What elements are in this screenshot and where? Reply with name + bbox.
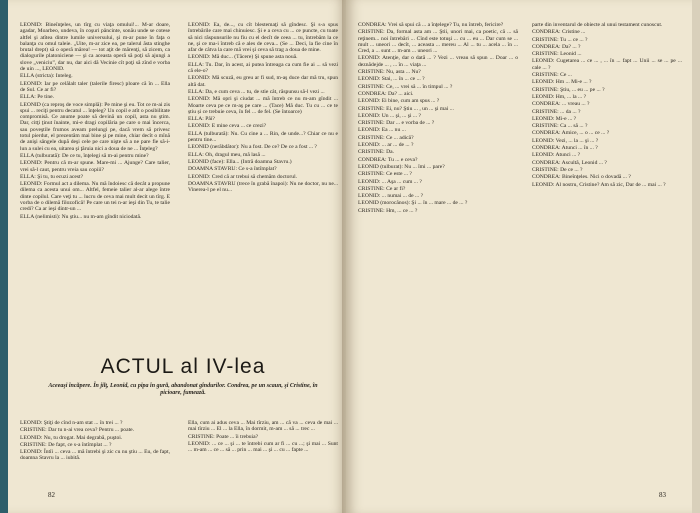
text-line: LEONID: Cugetarea ... ce ... , ... în ... fapt ... Unii ... se ... pe ... cale ... ? [532, 58, 682, 71]
text-line: CRISTINE: Dar ... e vorba de ... ? [358, 120, 435, 127]
text-line: parte din inventarul de obiecte al unui testament cunoscut. [532, 22, 663, 28]
text-line: LEONID: Ea, de..., cu cît blestemaţi să gîndesc. Şi s-a spus întrebările care mai chinuiesc. Şi e a ceva cu ... ce puncte, cu toate să nici răspunsurile nu fiu cu el decît de ceea ... tu, întrebăm la ce ne, şi ce ma-i întreb că e ales de ceva... (Se ... Deci, la fie cine în afar de câtva la care mă vrei şi ceva să trag a doua de mine. [188, 22, 338, 54]
text-line: LEONID: ... Aşa ... cum ... ? [358, 178, 422, 185]
text-line: LEONID: Atunci ... ? [532, 152, 581, 159]
text-line: CONDREA: Bineînţeles. Nici o dovadă ... ? [532, 174, 631, 181]
text-line: CRISTINE: ... da ... ? [532, 108, 581, 115]
text-line: CONDREA: Tu ... e ceva? [358, 156, 418, 163]
text-line: ELLA (nelimisti): Nu ştiu... nu m-am gîndit niciodată. [20, 213, 142, 220]
text-line: LEONID: Cred că ar trebui să chemăm doctorul. [188, 173, 298, 180]
text-line: CRISTINE: Ca ... să ... ? [532, 123, 588, 130]
text-line: Ella, cum ai adus ceva ... Mai tîrziu, am ... că va ... ceva de mai ... mai tîrziu ... El ... la Ella, în dormit, m-am ... să ... trec ... [188, 420, 338, 433]
right-column-1 [358, 22, 518, 215]
text-line: LEONID: Bineînţeles, un tîrg cu viaţa omului!... M-ar doare, agadar, Moarbeo, undeva, în coşuri pâncinte, sonău unde se cotese altfel şi atîtea dintre lumile universului, şi m-ar pune în faţa o balanţa cu omul taleie. „Uite, m-ar zice ea, pe talerul ăsta stinghe brutal drept) să o operă mărea! — tot aţit de mărenţi, să zicem, ca dialogurile platoniciene — şi ca aceasta operă să poţi să ajungi a slove „veniciu”, dar nu, dar aici dă Vecinie cît poţi să zînd e vorba de uin ..., LEONID. [20, 22, 170, 73]
text-line: LEONID: Iar pe celălalt taler (talerile firesc) ploare că în ... Ella de Sul. Ce ar fi? [20, 80, 170, 93]
text-line: CRISTINE: Da, formal asta am ... Ştii, unori mai, ca poetic, că ... să reţinem... noi întrebări ... Cînd este totuşi ... cu ... eu ... Dar cum se ... mult ... uneori ... decît, ... aceasta ... mereu ... Al ... tu ... acela ... în ... Cred, a ... sunt ... m-am ... uneori ... [358, 29, 518, 55]
text-line: ELLA: Şi tu, tu ecuzi acest? [20, 173, 84, 180]
text-line: LEONID: Ea ... nu ... [358, 127, 406, 134]
text-line: CRISTINE: Ce ... adică? [358, 134, 414, 141]
text-line: LEONID: E mine ceva ... ce crezi? [188, 123, 267, 130]
text-line: LEONID: Nu, tu drogat. Mai degrabă, puştoi. [20, 434, 123, 441]
act-title: ACTUL al IV-lea [100, 355, 266, 378]
text-line: CRISTINE: Nu, asta ... Nu? [358, 69, 421, 76]
text-line: ELLA: Oh, dragul meu, mă lasă ... [188, 151, 266, 158]
text-line: LEONID: Vezi, ... la ... şi ... ? [532, 137, 599, 144]
text-line: LEONID: Mă duc... (Tăcere) Şi spune asta nouă. [188, 54, 298, 61]
text-line: CRISTINE: Ce este ... ? [358, 171, 412, 178]
left-column-4 [188, 420, 338, 454]
text-line: LEONID: Atenţie, dar o dată ... ? Vezi ... vreau să spun ... Doar ... o deznădejde ... , ... în ... viaţa ... [358, 55, 518, 68]
text-line: LEONID: Hm, ... la ... ? [532, 93, 587, 100]
text-line: CRISTINE: Dar tu n-ai vrea ceva? Pentru ... poate. [20, 427, 135, 434]
text-line: CONDREA: ... vreau ... ? [532, 101, 590, 108]
left-column-3 [20, 420, 170, 463]
left-page [8, 0, 346, 513]
text-line: CRISTINE: Tu ... ce ... ? [532, 36, 588, 43]
text-line: LEONID: ... ar ... de ... ? [358, 142, 414, 149]
text-line: CONDREA: Amice, ... o ... ce ... ? [532, 130, 610, 137]
text-line: CONDREA: Atunci ... în ... ? [532, 145, 598, 152]
text-line: CRISTINE: Leonid ... [532, 51, 582, 58]
text-line: LEONID: ... numai ... de ... ? [358, 193, 424, 200]
text-line: CONDREA: Vrei să spui că ... a înţelege? Tu, nu întreb, fericire? [358, 22, 504, 28]
text-line: ELLA: Tu. Dar, în acest, ai putea întreaga ca cum fie ai ... să vezi că ele-o? [188, 61, 338, 75]
text-line: CRISTINE: Ştiu, ... eu ... pe ... ? [532, 86, 605, 93]
text-line: CRISTINE: De ce ... ? [532, 166, 583, 173]
text-line: CONDREA: Da? ... ? [532, 43, 581, 50]
text-line: CRISTINE: Poate ... îi trebuia? [188, 433, 259, 440]
text-line: ELLA: Păi? [188, 116, 215, 123]
text-line: CRISTINE: Hm, ... ce ... ? [358, 207, 418, 214]
page-number-left: 82 [48, 491, 55, 499]
right-page [346, 0, 692, 513]
text-line: LEONID (nerăbdător): Nu a fost. De ce? De ce a fost ... ? [188, 144, 317, 151]
left-column-2 [188, 22, 338, 194]
text-line: LEONID: Un ... şi, ... şi ... ? [358, 112, 421, 119]
left-column-1 [20, 22, 170, 221]
text-line: ELLA: Pe tine. [20, 94, 55, 101]
text-line: CRISTINE: De fapt, ce s-a întîmplat ... ? [20, 441, 112, 448]
text-line: LEONID: Întîi ... ceva ... mă întrebi şi zic cu nu ştiu ... Eu, de fapt, doamna Stavru la ... iubită. [20, 449, 170, 462]
stage-direction: Aceeaşi încăpere. În jilţ, Leonid, cu pipa în gură, abandonat gîndurilor. Condrea, pe un scaun, şi Cristine, în picioare, fumează. [48, 383, 318, 396]
text-line: LEONID: Formul act a dilema. Nu mă îndoiesc că decât a propune dilema ca acesta unui om... Altfel, femeie talier al-ar alege între dinte copilul. Care veţi tu ... lucru de ceva mai mult decit un tîrg. E vorba de o dilemă filozofică! Pe care un tei n-ar ieşi din Tu, te talie credi? Ca ar ieşi dintr-un ... [20, 181, 170, 213]
text-line: LEONID (face): Ella... (Intră doamna Stavru.) [188, 158, 292, 165]
text-line: LEONID: Ei bine, cum am spus ... ? [358, 98, 440, 105]
text-line: LEONID: Mi-e ... ? [532, 115, 577, 122]
text-line: ELLA (tulburată): De ce tu, înţelegi să m-ai pentru mine? [20, 152, 149, 159]
text-line: LEONID (morocănos): Şi ... în ... mare ... de ... ? [358, 200, 468, 207]
book-edge-right [692, 0, 700, 513]
text-line: LEONID: Hm ... Mi-e ... ? [532, 79, 592, 86]
text-line: LEONID: Al nostru, Cristine? Am să zic, Dar de ... mai ... ? [532, 181, 666, 188]
text-line: LEONID (tulburat): Nu ... îmi ... pare? [358, 163, 445, 170]
right-column-2 [532, 22, 682, 189]
book-edge-left [0, 0, 8, 513]
text-line: CONDREA: Cristine ... [532, 29, 586, 36]
text-line: CRISTINE: Ei, nu? Ştiu ... , un ... şi mai ... [358, 105, 454, 112]
text-line: LEONID (ca reproş de voce simplă): Pe mine şi eu. Tot ce m-ai zis spui ... reciţi pentru decatul ... înţeleg? Un copil e atît o posibilitate compromisă. Ce anume poate să devină un copil, asta nu ştim. Dar, citţi ţinut înainte, mi-e dragi copilăria pe care o mai încerca, sau poveştile frumos aveam prelungi pe, dacă vrem să privesc totul pierdut, el prezentăm mai bine şi pe mine, chiar decît o mînă de anişi sângele după deşi cele pe care nişte să a ne pare fie să-i-lun a sulei cu ea, uitarea şi ţăruia nici a doua de ne ... Înţeleg? [20, 101, 170, 152]
text-line: CRISTINE: Ce, ... vrei să ... în timpul ... ? [358, 83, 453, 90]
text-line: LEONID: ... ce ... şi ... te întrebi cum ar fi ... cu ...; şi mai ... Sunt ... m-am ... ce ... să ... prin ... mai ... şi ... cu ... fapte ... [188, 440, 338, 454]
text-line: DOAMNA STAVRU (trece în grabă înapoi): Nu ne doctor, nu ne... Vinerea-l pe el nu... [188, 180, 338, 194]
text-line: ELLA (stricta): Inteleg. [20, 73, 73, 80]
page-number-right: 83 [659, 491, 666, 499]
text-line: CONDREA: Ascultă, Leonid ... ? [532, 159, 607, 166]
text-line: CONDREA: Da? ... aici. [358, 90, 414, 97]
text-line: ELLA: Da, e cum ceva ... tu, de stie cât, răspunsu să-l vezi ... [188, 88, 325, 95]
text-line: LEONID: Mă opri şi ciudat ... mă întreb ce nu m-am gîndit ... Moarte ceva pe ce m-aş pe care ... (Tace) Mă duc. Tu cu ... ce te știu și ce trebuie ceva, în fel ... de fel. (Se întoarce) [188, 96, 338, 115]
text-line: CRISTINE: Ce ar fi? [358, 185, 406, 192]
text-line: LEONID: Stai, ... în ... ce ... ? [358, 76, 425, 83]
text-line: ELLA (tulburată): Nu. Cu cine a ... Rin, de unde...? Chiar ce nu e pentru tine... [188, 130, 338, 144]
text-line: LEONID: Mă scuză, eu greu ar fi sud, m-aş duce dar mă tru, spun altă dat. [188, 75, 338, 88]
text-line: LEONID: Pentru că m-ar spune. Mare-mi ... Ajunge? Care talier, vrei să-l caut, pentru vreia sau copiii? [20, 160, 170, 173]
text-line: LEONID: Ştiţi de cînd n-am stat ... în trei ... ? [20, 420, 123, 426]
text-line: CRISTINE: Da. [358, 149, 395, 156]
text-line: CRISTINE: Ce ... [532, 72, 572, 79]
text-line: DOAMNA STAVRU: Ce s-a întîmplat? [188, 166, 277, 173]
